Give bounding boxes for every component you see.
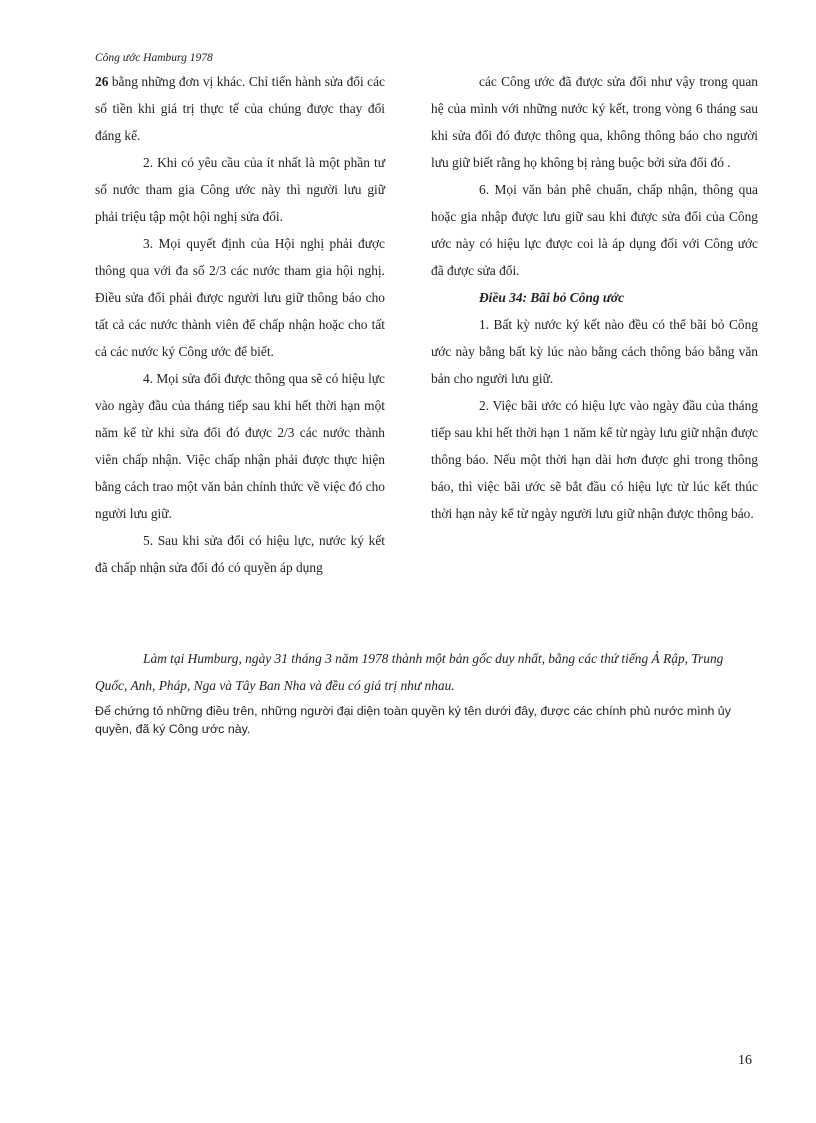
paragraph-item-6: 6. Mọi văn bản phê chuẩn, chấp nhận, thông qua hoặc gia nhập được lưu giữ sau khi được sửa đổi của Công ước này có hiệu lực được coi là áp dụng đối với Công ước đã được sửa đổi. <box>431 182 758 278</box>
page-number: 16 <box>738 1053 752 1068</box>
left-column <box>95 68 385 581</box>
paragraph-item-3: 3. Mọi quyết định của Hội nghị phải được thông qua với đa số 2/3 các nước tham gia hội nghị. Điều sửa đổi phải được người lưu giữ thông báo cho tất cả các nước thành viên để chấp nhận hoặc cho tất cả các nước ký Công ước để biết. <box>95 236 385 359</box>
paragraph-text: bằng những đơn vị khác. Chỉ tiến hành sửa đổi các số tiền khi giá trị thực tế của chúng được thay đổi đáng kể. <box>95 74 385 143</box>
paragraph-item-2: 2. Khi có yêu cầu của ít nhất là một phần tư số nước tham gia Công ước này thì người lưu giữ phải triệu tập một hội nghị sửa đổi. <box>95 155 385 224</box>
paragraph-article34-2: 2. Việc bãi ước có hiệu lực vào ngày đầu của tháng tiếp sau khi hết thời hạn 1 năm kể từ ngày lưu giữ nhận được thông báo. Nếu một thời hạn dài hơn được ghi trong thông báo, thì việc bãi ước sẽ bắt đầu có hiệu lực từ lúc kết thúc thời hạn này kể từ ngày người lưu giữ nhận được thông báo. <box>431 398 758 521</box>
paragraph-item-5: 5. Sau khi sửa đổi có hiệu lực, nước ký kết đã chấp nhận sửa đổi đó có quyền áp dụng <box>95 533 385 575</box>
paragraph-article34-1: 1. Bất kỳ nước ký kết nào đều có thể bãi bỏ Công ước này bằng bất kỳ lúc nào bằng cách thông báo bằng văn bản cho người lưu giữ. <box>431 317 758 386</box>
right-column <box>431 68 758 527</box>
paragraph-item-4: 4. Mọi sửa đổi được thông qua sẽ có hiệu lực vào ngày đầu của tháng tiếp sau khi hết thời hạn một năm kể từ khi sửa đổi đó được 2/3 các nước thành viên chấp nhận. Việc chấp nhận phải được thực hiện bằng cách trao một văn bản chính thức về việc đó cho người lưu giữ. <box>95 371 385 521</box>
running-header: Công ước Hamburg 1978 <box>95 52 213 64</box>
paragraph-continued-right: các Công ước đã được sửa đổi như vậy trong quan hệ của mình với những nước ký kết, trong vòng 6 tháng sau khi sửa đổi đó được thông qua, không thông báo cho người lưu giữ biết rằng họ không bị ràng buộc bởi sửa đổi đó . <box>431 74 758 170</box>
closing-statement: Làm tại Humburg, ngày 31 tháng 3 năm 1978 thành một bản gốc duy nhất, bằng các thứ tiếng Ả Rập, Trung Quốc, Anh, Pháp, Nga và Tây Ban Nha và đều có giá trị như nhau. <box>95 651 724 694</box>
paragraph-continued <box>95 68 385 149</box>
section-title: Điều 34: Bãi bỏ Công ước <box>479 290 625 305</box>
witness-statement: Để chứng tỏ những điều trên, những người đại diện toàn quyền ký tên dưới đây, được các chính phủ nước mình ủy quyền, đã ký Công ước này. <box>95 704 731 737</box>
continued-number: 26 <box>95 74 109 89</box>
